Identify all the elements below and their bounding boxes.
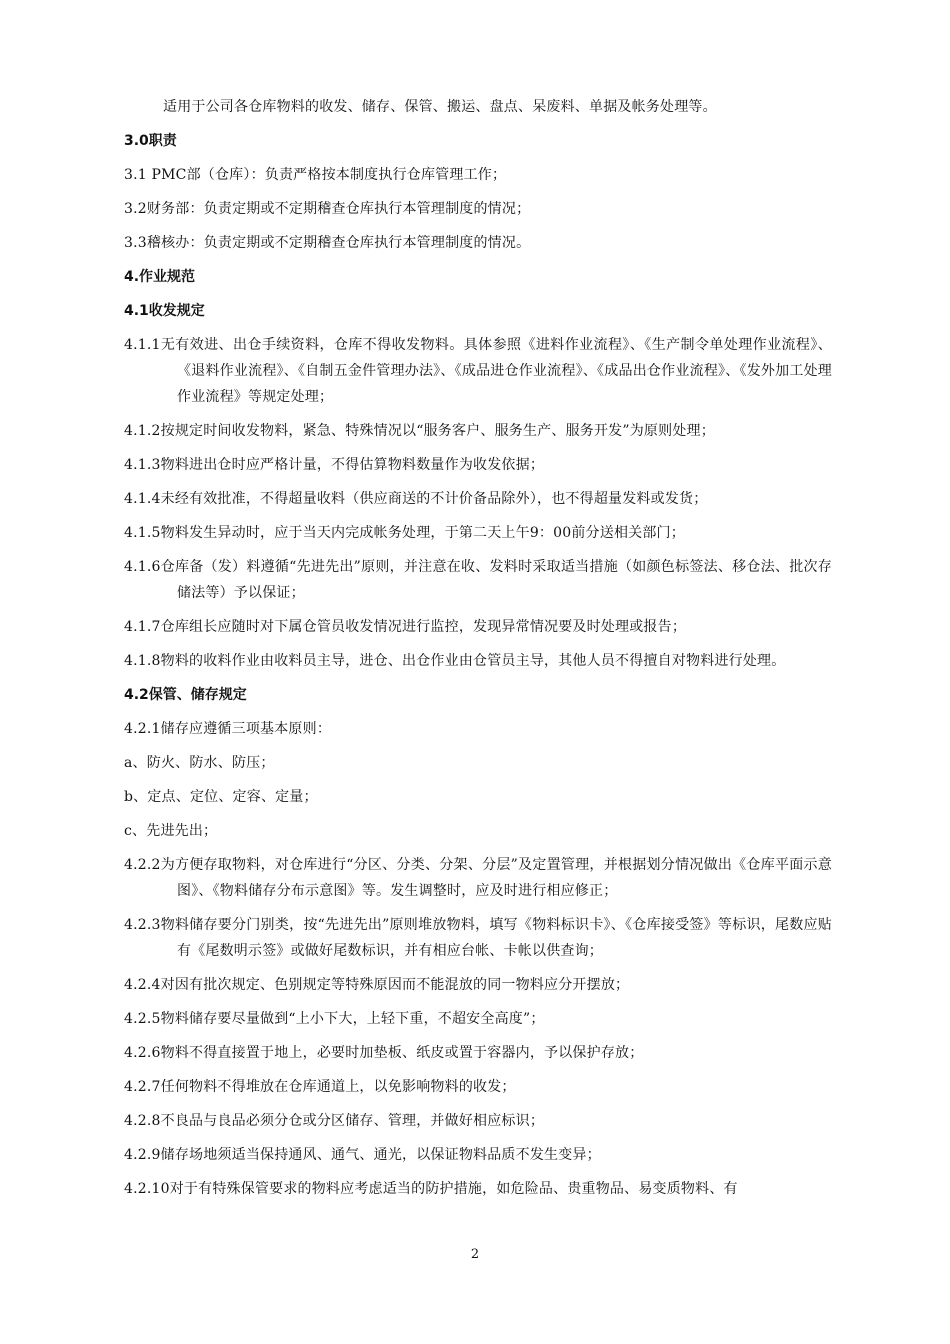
section-heading-responsibilities: 3.0职责: [124, 133, 177, 149]
page-number: 2: [470, 1247, 480, 1262]
clause-4-2-2: 4.2.2为方便存取物料，对仓库进行“分区、分类、分架、分层”及定置管理，并根据划分情况做出《仓库平面示意图》、《物料储存分布示意图》等。发生调整时，应及时进行相应修正；: [124, 857, 832, 899]
clause-3-1: 3.1 PMC部（仓库）：负责严格按本制度执行仓库管理工作；: [124, 167, 507, 183]
clause-4-1-4: 4.1.4未经有效批准，不得超量收料（供应商送的不计价备品除外），也不得超量发料或发货；: [124, 491, 708, 507]
clause-4-1-6: 4.1.6仓库备（发）料遵循“先进先出”原则，并注意在收、发料时采取适当措施（如颜色标签法、移仓法、批次存储法等）予以保证；: [124, 559, 832, 601]
subsection-heading-receive-issue: 4.1收发规定: [124, 303, 205, 319]
clause-4-2-4: 4.2.4对因有批次规定、色别规定等特殊原因而不能混放的同一物料应分开摆放；: [124, 977, 630, 993]
clause-4-2-9: 4.2.9储存场地须适当保持通风、通气、通光，以保证物料品质不发生变异；: [124, 1147, 601, 1163]
principle-a: a、防火、防水、防压；: [124, 755, 275, 771]
clause-4-2-6: 4.2.6物料不得直接置于地上，必要时加垫板、纸皮或置于容器内，予以保护存放；: [124, 1045, 644, 1061]
clause-4-2-5: 4.2.5物料储存要尽量做到“上小下大，上轻下重，不超安全高度”；: [124, 1011, 545, 1027]
document-body: [124, 94, 832, 1210]
section-heading-operating-norms: 4.作业规范: [124, 269, 196, 285]
clause-4-1-1: 4.1.1无有效进、出仓手续资料，仓库不得收发物料。具体参照《进料作业流程》、《生产制令单处理作业流程》、《退料作业流程》、《自制五金件管理办法》、《成品进仓作业流程》、《成品出仓作业流程》、《发外加工处理作业流程》等规定处理；: [124, 337, 832, 405]
clause-3-2: 3.2财务部：负责定期或不定期稽查仓库执行本管理制度的情况；: [124, 201, 531, 217]
subsection-heading-storage: 4.2保管、储存规定: [124, 687, 247, 703]
clause-4-2-3: 4.2.3物料储存要分门别类，按“先进先出”原则堆放物料，填写《物料标识卡》、《仓库接受签》等标识，尾数应贴有《尾数明示签》或做好尾数标识，并有相应台帐、卡帐以供查询；: [124, 917, 832, 959]
clause-4-1-5: 4.1.5物料发生异动时，应于当天内完成帐务处理，于第二天上午9：00前分送相关部门；: [124, 525, 685, 541]
clause-4-2-10: 4.2.10对于有特殊保管要求的物料应考虑适当的防护措施，如危险品、贵重物品、易变质物料、有: [124, 1181, 738, 1197]
clause-4-2-8: 4.2.8不良品与良品必须分仓或分区储存、管理，并做好相应标识；: [124, 1113, 545, 1129]
clause-4-1-7: 4.1.7仓库组长应随时对下属仓管员收发情况进行监控，发现异常情况要及时处理或报告；: [124, 619, 687, 635]
clause-4-2-7: 4.2.7任何物料不得堆放在仓库通道上，以免影响物料的收发；: [124, 1079, 516, 1095]
clause-4-1-2: 4.1.2按规定时间收发物料，紧急、特殊情况以“服务客户、服务生产、服务开发”为原则处理；: [124, 423, 715, 439]
scope-paragraph: 适用于公司各仓库物料的收发、储存、保管、搬运、盘点、呆废料、单据及帐务处理等。: [163, 99, 717, 115]
clause-3-3: 3.3稽核办：负责定期或不定期稽查仓库执行本管理制度的情况。: [124, 235, 531, 251]
clause-4-1-8: 4.1.8物料的收料作业由收料员主导，进仓、出仓作业由仓管员主导，其他人员不得擅自对物料进行处理。: [124, 653, 786, 669]
principle-b: b、定点、定位、定容、定量；: [124, 789, 318, 805]
clause-4-2-1: 4.2.1储存应遵循三项基本原则：: [124, 721, 332, 737]
clause-4-1-3: 4.1.3物料进出仓时应严格计量，不得估算物料数量作为收发依据；: [124, 457, 545, 473]
principle-c: c、先进先出；: [124, 823, 218, 839]
